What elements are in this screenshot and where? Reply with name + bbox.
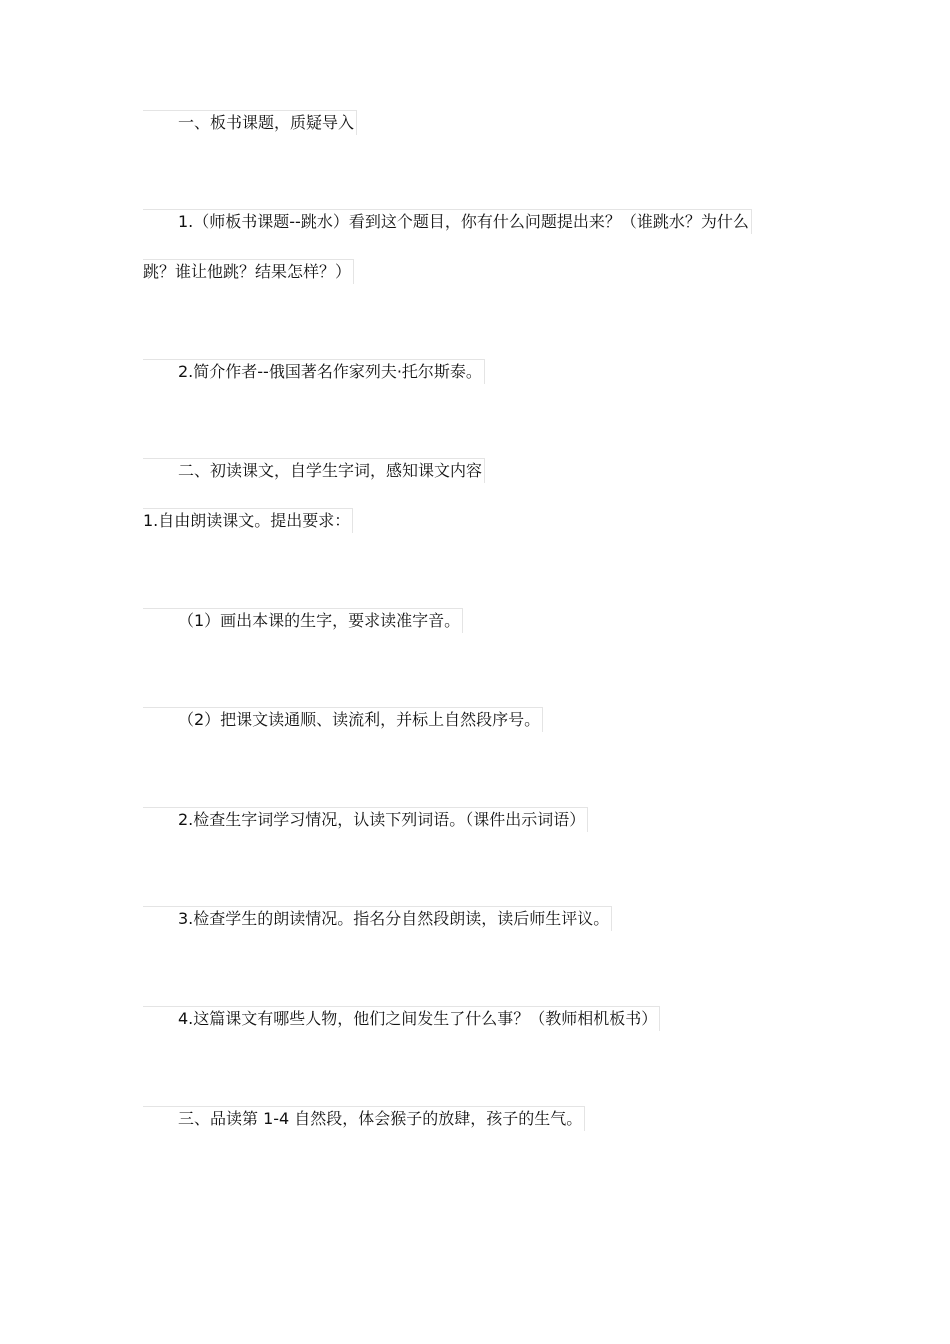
paragraph-2-1: 1.自由朗读课文。提出要求：: [143, 508, 353, 533]
paragraph-2-2: 2.检查生字词学习情况，认读下列词语。（课件出示词语）: [143, 807, 588, 832]
paragraph-2-3: 3.检查学生的朗读情况。指名分自然段朗读，读后师生评议。: [143, 906, 612, 931]
section-heading-2: 二、初读课文，自学生字词，感知课文内容: [143, 458, 485, 483]
section-heading-1: 一、板书课题，质疑导入: [143, 110, 357, 135]
paragraph-1-2: 2.简介作者--俄国著名作家列夫·托尔斯泰。: [143, 359, 485, 384]
paragraph-1-1-line-2: 跳？谁让他跳？结果怎样？）: [143, 259, 354, 284]
paragraph-2-1-item-2: （2）把课文读通顺、读流利，并标上自然段序号。: [143, 707, 543, 732]
section-heading-3: 三、品读第 1-4 自然段，体会猴子的放肆，孩子的生气。: [143, 1106, 585, 1131]
paragraph-2-1-item-1: （1）画出本课的生字，要求读准字音。: [143, 608, 463, 633]
paragraph-1-1-line-1: 1.（师板书课题--跳水）看到这个题目，你有什么问题提出来？（谁跳水？为什么: [143, 209, 752, 234]
paragraph-2-4: 4.这篇课文有哪些人物，他们之间发生了什么事？（教师相机板书）: [143, 1006, 660, 1031]
